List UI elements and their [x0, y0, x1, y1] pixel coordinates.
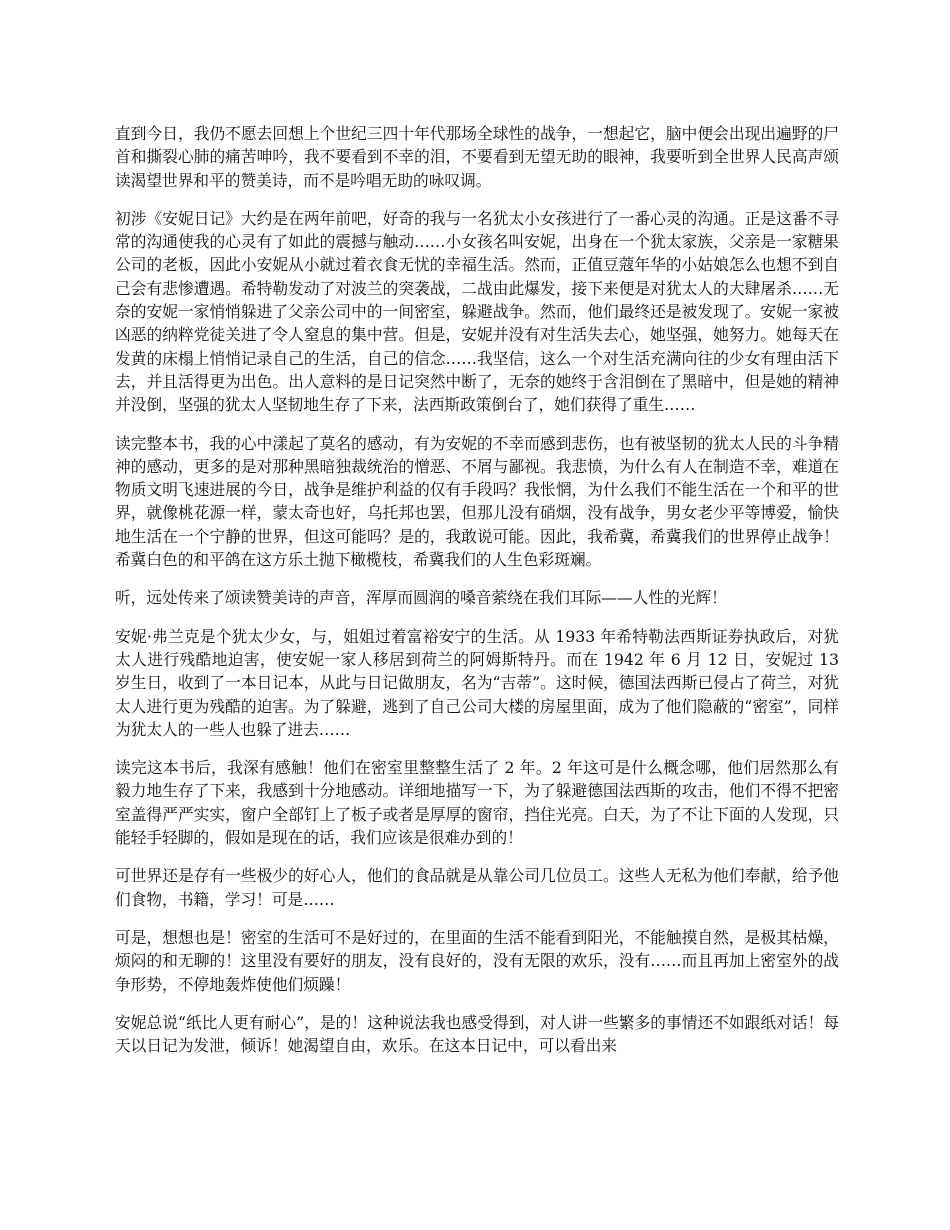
- paragraph-8: 可是，想想也是！密室的生活可不是好过的，在里面的生活不能看到阳光，不能触摸自然，是极其枯燥，烦闷的和无聊的！这里没有要好的朋友，没有良好的，没有无限的欢乐，没有……而且再加上密室外的战争形势，不停地轰炸使他们烦躁！: [115, 927, 839, 994]
- document-body: [115, 122, 839, 1072]
- paragraph-9: 安妮总说“纸比人更有耐心”，是的！这种说法我也感受得到，对人讲一些繁多的事情还不如跟纸对话！每天以日记为发泄，倾诉！她渴望自由，欢乐。在这本日记中，可以看出来: [115, 1012, 839, 1056]
- paragraph-7: 可世界还是存有一些极少的好心人，他们的食品就是从靠公司几位员工。这些人无私为他们奉献，给予他们食物，书籍，学习！可是……: [115, 866, 839, 909]
- paragraph-4: 听，远处传来了颂读赞美诗的声音，浑厚而圆润的嗓音萦绕在我们耳际——人性的光辉！: [115, 588, 727, 608]
- paragraph-1: 直到今日，我仍不愿去回想上个世纪三四十年代那场全球性的战争，一想起它，脑中便会出现出遍野的尸首和撕裂心肺的痛苦呻吟，我不要看到不幸的泪，不要看到无望无助的眼神，我要听到全世界人民高声颂读渴望世界和平的赞美诗，而不是吟唱无助的咏叹调。: [115, 124, 839, 190]
- paragraph-3: 读完整本书，我的心中漾起了莫名的感动，有为安妮的不幸而感到悲伤，也有被坚韧的犹太人民的斗争精神的感动，更多的是对那种黑暗独裁统治的憎恶、不屑与鄙视。我悲愤，为什么有人在制造不幸，难道在物质文明飞速进展的今日，战争是维护利益的仅有手段吗？我怅惘，为什么我们不能生活在一个和平的世界，就像桃花源一样，蒙太奇也好，乌托邦也罢，但那儿没有硝烟，没有战争，男女老少平等博爱，愉快地生活在一个宁静的世界，但这可能吗？是的，我敢说可能。因此，我希冀，希冀我们的世界停止战争！希冀白色的和平鸽在这方乐土抛下橄榄枝，希冀我们的人生色彩斑斓。: [115, 433, 839, 570]
- paragraph-2: 初涉《安妮日记》大约是在两年前吧，好奇的我与一名犹太小女孩进行了一番心灵的沟通。正是这番不寻常的沟通使我的心灵有了如此的震撼与触动……小女孩名叫安妮，出身在一个犹太家族，父亲是一家糖果公司的老板，因此小安妮从小就过着衣食无忧的幸福生活。然而，正值豆蔻年华的小姑娘怎么也想不到自己会有悲惨遭遇。希特勒发动了对波兰的突袭战，二战由此爆发，接下来便是对犹太人的大肆屠杀……无奈的安妮一家悄悄躲进了父亲公司中的一间密室，躲避战争。然而，他们最终还是被发现了。安妮一家被凶恶的纳粹党徒关进了令人窒息的集中营。但是，安妮并没有对生活失去心，她坚强，她努力。她每天在发黄的床榻上悄悄记录自己的生活，自己的信念……我坚信，这么一个对生活充满向往的少女有理由活下去，并且活得更为出色。出人意料的是日记突然中断了，无奈的她终于含泪倒在了黑暗中，但是她的精神并没倒，坚强的犹太人坚韧地生存了下来，法西斯政策倒台了，她们获得了重生……: [115, 208, 839, 415]
- paragraph-6: 读完这本书后，我深有感触！他们在密室里整整生活了 2 年。2 年这可是什么概念哪，他们居然那么有毅力地生存了下来，我感到十分地感动。详细地描写一下，为了躲避德国法西斯的攻击，他们不得不把密室盖得严严实实，窗户全部钉上了板子或者是厚厚的窗帘，挡住光亮。白天，为了不让下面的人发现，只能轻手轻脚的，假如是现在的话，我们应该是很难办到的！: [115, 758, 839, 848]
- paragraph-5: 安妮·弗兰克是个犹太少女，与，姐姐过着富裕安宁的生活。从 1933 年希特勒法西斯证券执政后，对犹太人进行残酷地迫害，使安妮一家人移居到荷兰的阿姆斯特丹。而在 1942 年 6 月 12 日，安妮过 13 岁生日，收到了一本日记本，从此与日记做朋友，名为“吉蒂”。这时候，德国法西斯已侵占了荷兰，对犹太人进行更为残酷的迫害。为了躲避，逃到了自己公司大楼的房屋里面，成为了他们隐蔽的“密室”，同样为犹太人的一些人也躲了进去……: [115, 626, 839, 739]
